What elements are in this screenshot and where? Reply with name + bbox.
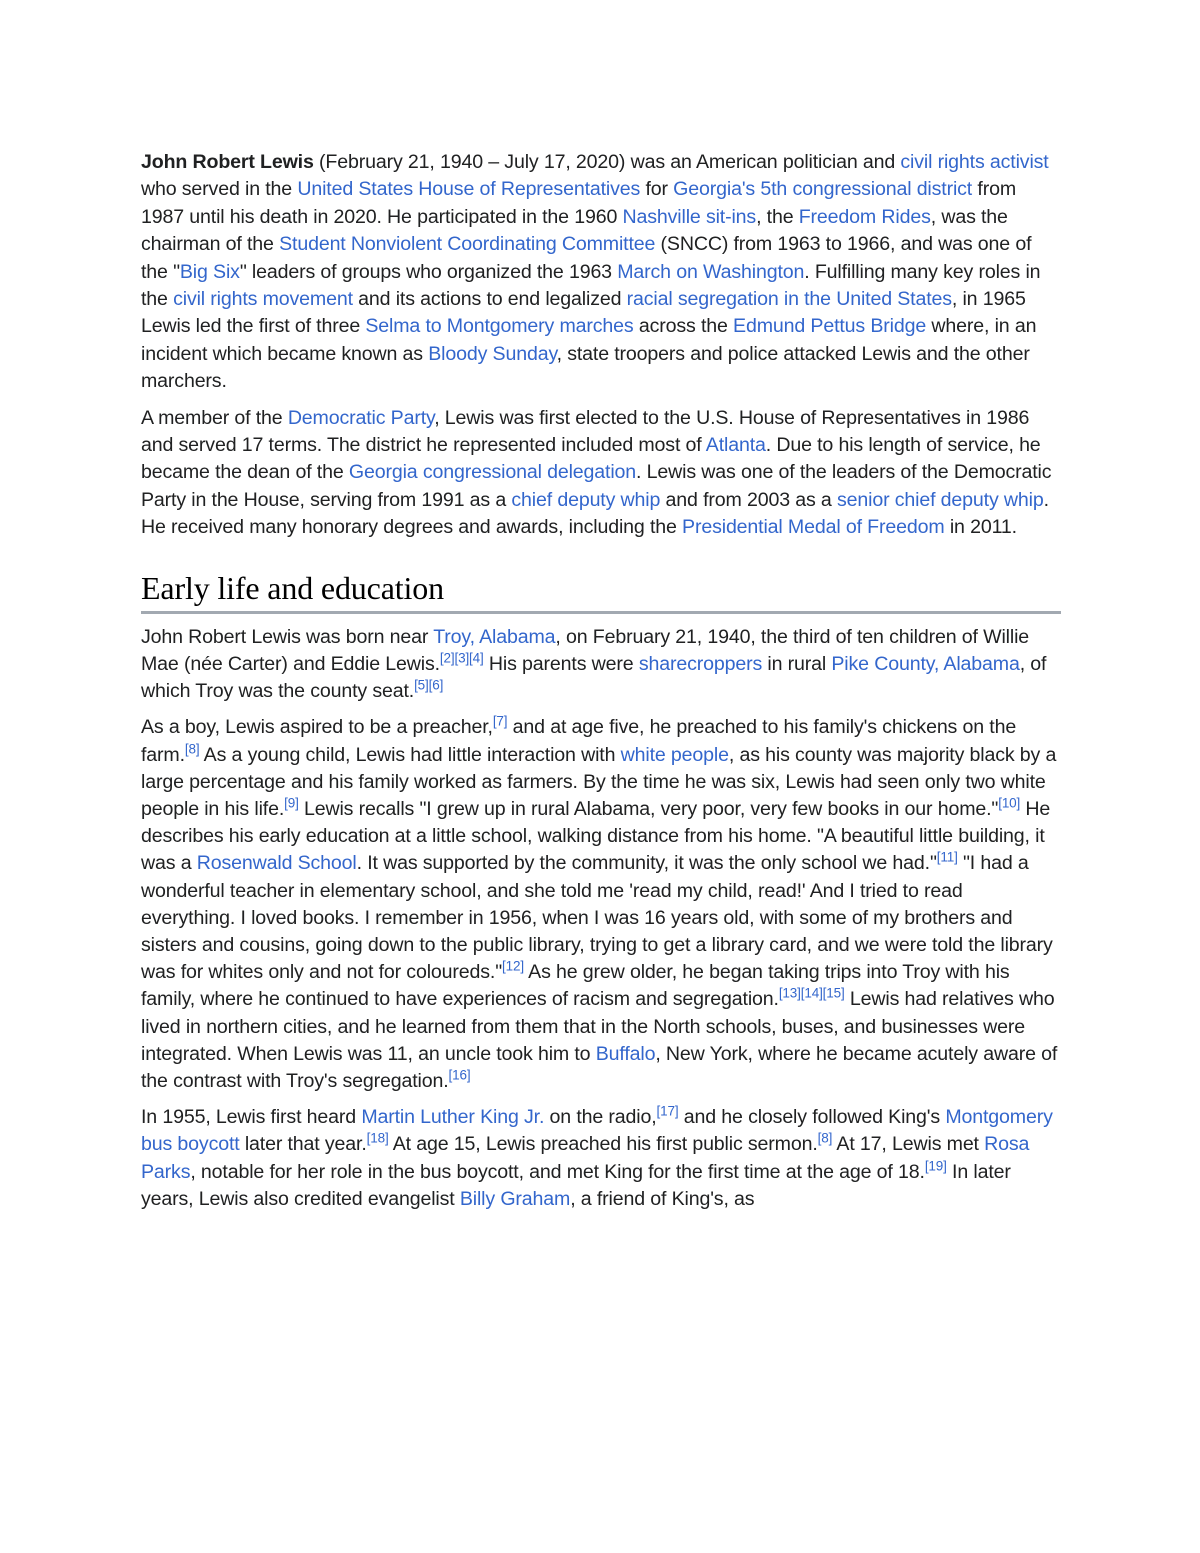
early-life-paragraph-1 [141, 624, 1061, 706]
wiki-link[interactable]: Martin Luther King Jr. [361, 1106, 545, 1129]
text-run: , a friend of King's, as [570, 1187, 755, 1210]
wiki-link[interactable]: Rosa Parks [141, 1133, 1030, 1183]
wiki-link[interactable]: United States House of Representatives [297, 178, 641, 201]
text-run: in rural [762, 652, 832, 675]
wiki-link[interactable]: Presidential Medal of Freedom [682, 516, 945, 539]
wiki-link[interactable]: civil rights movement [173, 288, 353, 311]
text-run: , state troopers and police attacked Lewis and the other marchers. [141, 342, 1030, 393]
text-run: and at age five, he preached to his family's chickens on the farm. [141, 716, 1017, 766]
wiki-link[interactable]: racial segregation in the United States [626, 288, 952, 311]
text-run: , New York, where he became acutely aware of the contrast with Troy's segregation. [141, 1042, 1058, 1092]
early-life-section [141, 568, 1061, 1213]
citation-reference-link[interactable]: [11] [936, 849, 958, 865]
wiki-link[interactable]: Georgia's 5th congressional district [673, 178, 973, 201]
citation-reference-link[interactable]: [8] [817, 1130, 833, 1146]
text-run: and he closely followed King's [678, 1106, 946, 1129]
text-run: , Lewis was first elected to the U.S. House of Representatives in 1986 and served 17 terms. The district he represented included most of [141, 406, 1030, 457]
text-run: across the [633, 315, 734, 338]
wiki-link[interactable]: Freedom Rides [798, 205, 931, 228]
wiki-link[interactable]: Nashville sit-ins [622, 205, 757, 228]
text-run: , the [756, 205, 799, 228]
text-run: He describes his early education at a little school, walking distance from his home. "A beautiful little building, it was a [141, 797, 1051, 875]
text-run: from 1987 until his death in 2020. He participated in the 1960 [141, 178, 1016, 228]
wiki-link[interactable]: Bloody Sunday [428, 342, 557, 365]
wiki-link[interactable]: Atlanta [705, 434, 766, 457]
text-run: As a boy, Lewis aspired to be a preacher, [141, 716, 493, 739]
text-run: who served in the [141, 178, 298, 201]
wiki-link[interactable]: civil rights activist [900, 151, 1049, 173]
text-run: Lewis recalls "I grew up in rural Alabama, very poor, very few books in our home." [298, 797, 999, 820]
wiki-link[interactable]: Buffalo [595, 1042, 656, 1065]
citation-reference-link[interactable]: [17] [656, 1103, 679, 1119]
text-run: As a young child, Lewis had little interaction with [199, 743, 621, 766]
text-run: . It was supported by the community, it was the only school we had." [356, 852, 937, 875]
wiki-link[interactable]: Democratic Party [287, 406, 435, 429]
citation-reference-link[interactable]: [14] [800, 985, 823, 1001]
citation-reference-link[interactable]: [5] [414, 677, 429, 693]
lead-paragraph-1 [141, 149, 1061, 396]
text-run: In 1955, Lewis first heard [141, 1106, 362, 1129]
text-run: . He received many honorary degrees and awards, including the [141, 488, 1049, 539]
text-run: At age 15, Lewis preached his first public sermon. [388, 1133, 818, 1156]
text-run: As he grew older, he began taking trips into Troy with his family, where he continued to have experiences of racism and segregation. [141, 961, 1010, 1011]
wiki-link[interactable]: chief deputy whip [511, 488, 661, 511]
citation-reference-link[interactable]: [12] [502, 958, 524, 974]
wiki-link[interactable]: white people [620, 743, 729, 766]
wiki-link[interactable]: Billy Graham [459, 1187, 571, 1210]
wiki-link[interactable]: Pike County, Alabama [831, 652, 1020, 675]
text-run: (SNCC) from 1963 to 1966, and was one of the " [141, 233, 1032, 283]
citation-reference-link[interactable]: [10] [998, 795, 1021, 811]
text-run: in 2011. [944, 516, 1017, 539]
citation-reference-link[interactable]: [9] [284, 795, 299, 811]
text-run: where, in an incident which became known as [141, 315, 1037, 365]
wiki-link[interactable]: Georgia congressional delegation [348, 461, 637, 484]
citation-reference-link[interactable]: [2] [439, 650, 455, 666]
citation-reference-link[interactable]: [3] [454, 650, 470, 666]
wiki-link[interactable]: Troy, Alabama [433, 625, 556, 648]
wiki-link[interactable]: Big Six [179, 260, 240, 283]
citation-reference-link[interactable]: [13] [778, 985, 801, 1001]
citation-reference-link[interactable]: [4] [469, 650, 484, 666]
lead-section [141, 149, 1061, 542]
text-run: and its actions to end legalized [352, 288, 627, 311]
citation-reference-link[interactable]: [16] [448, 1067, 471, 1083]
wiki-link[interactable]: Student Nonviolent Coordinating Committee [279, 233, 656, 256]
text-run: A member of the [141, 406, 288, 429]
bold-subject-name: John Robert Lewis [141, 151, 314, 173]
text-run: John Robert Lewis was born near [141, 625, 434, 648]
text-run: At 17, Lewis met [832, 1133, 985, 1156]
text-run: In later years, Lewis also credited evangelist [141, 1160, 1011, 1210]
text-run: His parents were [483, 652, 639, 675]
article-body [141, 149, 1061, 1222]
wiki-link[interactable]: March on Washington [617, 260, 805, 283]
text-run: , was the chairman of the [141, 205, 1008, 256]
wiki-link[interactable]: senior chief deputy whip [836, 488, 1044, 511]
text-run: on the radio, [544, 1106, 657, 1129]
text-run: , as his county was majority black by a large percentage and his family worked as farmers. By the time he was six, Lewis had seen only two white people in his life. [141, 743, 1057, 820]
text-run: , notable for her role in the bus boycott, and met King for the first time at the age of 18. [190, 1160, 925, 1183]
wiki-link[interactable]: Edmund Pettus Bridge [733, 315, 927, 338]
citation-reference-link[interactable]: [19] [924, 1158, 947, 1174]
wiki-link[interactable]: Montgomery bus boycott [141, 1106, 1053, 1156]
text-run: . Lewis was one of the leaders of the Democratic Party in the House, serving from 1991 as a [141, 461, 1052, 511]
citation-reference-link[interactable]: [18] [366, 1130, 389, 1146]
citation-reference-link[interactable]: [15] [822, 985, 845, 1001]
text-run: and from 2003 as a [660, 488, 837, 511]
text-run: " leaders of groups who organized the 1963 [239, 260, 618, 283]
wiki-link[interactable]: Selma to Montgomery marches [365, 315, 634, 338]
text-run: for [640, 178, 674, 201]
text-run: later that year. [239, 1133, 367, 1156]
wiki-link[interactable]: Rosenwald School [196, 852, 357, 875]
text-run: , of which Troy was the county seat. [141, 652, 1047, 703]
early-life-paragraph-2 [141, 714, 1061, 1095]
section-heading: Early life and education [141, 568, 1061, 614]
citation-reference-link[interactable]: [8] [184, 740, 200, 756]
lead-paragraph-2 [141, 405, 1061, 542]
text-run: , in 1965 Lewis led the first of three [141, 288, 1026, 338]
text-run: , on February 21, 1940, the third of ten children of Willie Mae (née Carter) and Eddie Lewis. [141, 625, 1030, 675]
citation-reference-link[interactable]: [6] [428, 677, 444, 693]
text-run: . Fulfilling many key roles in the [141, 260, 1041, 311]
citation-reference-link[interactable]: [7] [492, 713, 508, 729]
text-run: . Due to his length of service, he became the dean of the [141, 434, 1041, 484]
text-run: Lewis had relatives who lived in northern cities, and he learned from them that in the North schools, buses, and businesses were integrated. When Lewis was 11, an uncle took him to [141, 988, 1055, 1065]
wiki-link[interactable]: sharecroppers [638, 652, 763, 675]
early-life-paragraph-3 [141, 1104, 1061, 1213]
text-run: "I had a wonderful teacher in elementary school, and she told me 'read my child, read!' And I tried to read everything. I loved books. I remember in 1956, when I was 16 years old, with some of my brothers and sisters and cousins, going down to the public library, trying to get a library card, and we were told the library was for whites only and not for coloureds." [141, 852, 1053, 984]
text-run: (February 21, 1940 – July 17, 2020) was an American politician and [313, 151, 901, 173]
